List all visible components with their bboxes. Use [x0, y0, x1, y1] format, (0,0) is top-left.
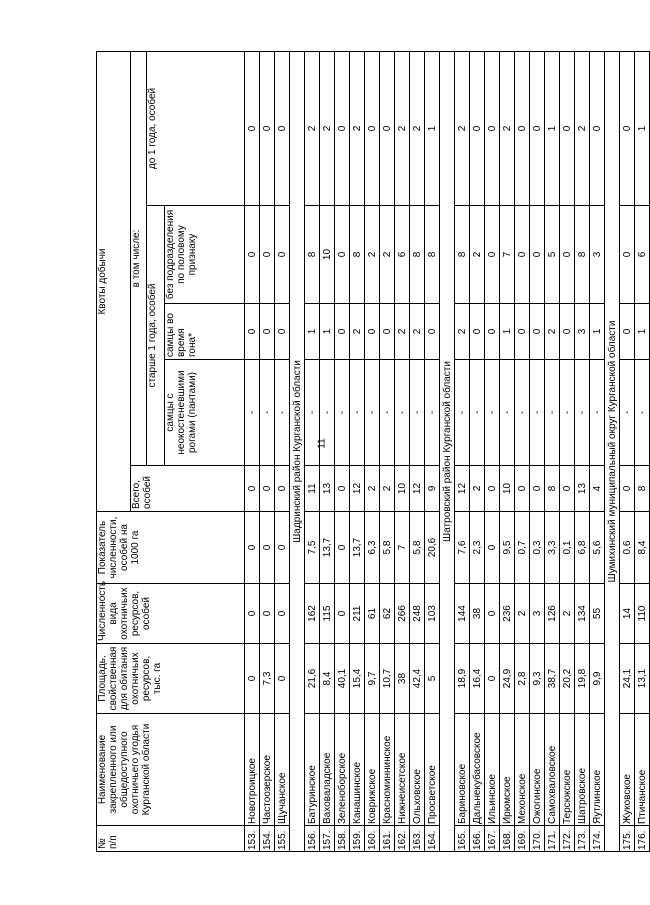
district-row: [290, 51, 305, 851]
table-row: [305, 51, 320, 851]
table-cell: 1: [500, 304, 515, 360]
table-cell: 38: [470, 584, 485, 644]
table-cell: 2: [395, 304, 410, 360]
table-cell: -: [245, 360, 260, 466]
table-cell: 2: [380, 206, 395, 304]
table-cell: 14: [620, 584, 635, 644]
table-row: [620, 51, 635, 851]
table-cell: 160.: [365, 826, 380, 852]
table-cell: 211: [350, 584, 365, 644]
table-cell: 0: [560, 206, 575, 304]
table-cell: 0: [515, 466, 530, 512]
table-cell: -: [335, 360, 350, 466]
table-cell: 2: [305, 51, 320, 205]
table-cell: 24,9: [500, 644, 515, 714]
table-cell: 0: [275, 644, 290, 714]
table-cell: 5,6: [590, 512, 605, 584]
table-cell: 20,6: [425, 512, 440, 584]
table-cell: 2: [365, 466, 380, 512]
table-cell: 0: [380, 51, 395, 205]
table-cell: Ильинское: [485, 714, 500, 826]
table-cell: Коврижское: [365, 714, 380, 826]
table-row: [260, 51, 275, 851]
table-cell: 10: [395, 466, 410, 512]
table-row: [410, 51, 425, 851]
table-cell: 9,3: [530, 644, 545, 714]
table-cell: 0: [485, 466, 500, 512]
table-cell: 3: [590, 206, 605, 304]
table-cell: -: [470, 360, 485, 466]
table-cell: 12: [350, 466, 365, 512]
table-cell: Бариновское: [455, 714, 470, 826]
table-cell: Мехонское: [515, 714, 530, 826]
table-cell: 0: [275, 466, 290, 512]
table-cell: 2: [365, 206, 380, 304]
table-cell: 0: [485, 304, 500, 360]
header-quota: Квоты добычи: [97, 51, 131, 511]
table-cell: Батуринское: [305, 714, 320, 826]
table-cell: -: [275, 360, 290, 466]
table-cell: 0: [620, 206, 635, 304]
table-cell: Терсюкское: [560, 714, 575, 826]
table-cell: -: [260, 360, 275, 466]
table-cell: 10: [500, 466, 515, 512]
table-cell: 0: [245, 512, 260, 584]
table-cell: 13: [320, 466, 335, 512]
table-cell: 7: [395, 512, 410, 584]
table-cell: 2: [560, 584, 575, 644]
table-cell: 2: [455, 304, 470, 360]
table-cell: 167.: [485, 826, 500, 852]
table-cell: 5,8: [410, 512, 425, 584]
table-cell: 161.: [380, 826, 395, 852]
table-cell: -: [500, 360, 515, 466]
table-cell: 0: [530, 206, 545, 304]
table-cell: 0: [260, 304, 275, 360]
table-cell: 1: [635, 304, 650, 360]
table-row: [575, 51, 590, 851]
table-cell: 9: [425, 466, 440, 512]
header-older: старше 1 года, особей: [147, 206, 165, 466]
table-cell: -: [350, 360, 365, 466]
table-cell: -: [575, 360, 590, 466]
table-cell: 38: [395, 644, 410, 714]
table-cell: Канашинское: [350, 714, 365, 826]
table-cell: 9,7: [365, 644, 380, 714]
table-cell: 162: [305, 584, 320, 644]
table-cell: 8: [635, 466, 650, 512]
table-cell: 10: [320, 206, 335, 304]
table-cell: 61: [365, 584, 380, 644]
table-cell: 0: [485, 644, 500, 714]
table-cell: 165.: [455, 826, 470, 852]
table-cell: 2: [380, 466, 395, 512]
table-cell: 0,6: [620, 512, 635, 584]
table-cell: 42,4: [410, 644, 425, 714]
header-rut: самцы во время гона*: [165, 304, 245, 360]
table-cell: 3: [575, 304, 590, 360]
table-cell: 0,7: [515, 512, 530, 584]
table-cell: 126: [545, 584, 560, 644]
table-cell: 6: [635, 206, 650, 304]
table-cell: 6,3: [365, 512, 380, 584]
table-cell: Ольховское: [410, 714, 425, 826]
table-cell: 0: [335, 584, 350, 644]
table-cell: -: [305, 360, 320, 466]
table-cell: 169.: [515, 826, 530, 852]
district-title: Шадринский район Курганской области: [290, 51, 305, 851]
header-area: Площадь, свойственная для обитания охотничьих ресурсов, тыс. га: [97, 644, 245, 714]
table-cell: 2: [410, 51, 425, 205]
table-cell: 8: [425, 206, 440, 304]
table-cell: 168.: [500, 826, 515, 852]
table-cell: 0: [260, 206, 275, 304]
table-cell: 5,8: [380, 512, 395, 584]
table-cell: 1: [545, 51, 560, 205]
table-cell: 173.: [575, 826, 590, 852]
table-cell: 2: [395, 51, 410, 205]
table-cell: 0: [560, 51, 575, 205]
table-cell: 2: [470, 206, 485, 304]
table-cell: 103: [425, 584, 440, 644]
table-cell: 154.: [260, 826, 275, 852]
table-cell: 1: [425, 51, 440, 205]
table-cell: 0: [530, 51, 545, 205]
table-cell: 0: [515, 51, 530, 205]
table-cell: 0: [485, 584, 500, 644]
table-cell: 0: [260, 466, 275, 512]
table-cell: 0: [245, 51, 260, 205]
table-cell: 8: [545, 466, 560, 512]
table-cell: Ирюмское: [500, 714, 515, 826]
table-cell: 144: [455, 584, 470, 644]
table-cell: 18,9: [455, 644, 470, 714]
table-cell: 155.: [275, 826, 290, 852]
table-cell: 110: [635, 584, 650, 644]
table-cell: -: [485, 360, 500, 466]
table-cell: 2: [515, 584, 530, 644]
table-cell: 3: [530, 584, 545, 644]
table-row: [395, 51, 410, 851]
table-cell: 6,8: [575, 512, 590, 584]
table-cell: 5: [545, 206, 560, 304]
table-cell: -: [620, 360, 635, 466]
table-cell: -: [560, 360, 575, 466]
table-cell: 12: [410, 466, 425, 512]
table-cell: 7: [500, 206, 515, 304]
table-cell: 164.: [425, 826, 440, 852]
table-cell: 0: [335, 466, 350, 512]
table-cell: Новотроицкое: [245, 714, 260, 826]
table-cell: Дальнекубасовское: [470, 714, 485, 826]
table-cell: 2: [470, 466, 485, 512]
district-title: Шумихинский муниципальный округ Курганской области: [605, 51, 620, 851]
table-cell: 10,7: [380, 644, 395, 714]
table-cell: 8: [350, 206, 365, 304]
table-cell: 0,3: [530, 512, 545, 584]
table-cell: 159.: [350, 826, 365, 852]
table-row: [455, 51, 470, 851]
table-cell: 13,7: [320, 512, 335, 584]
table-cell: 2,3: [470, 512, 485, 584]
table-cell: 13,7: [350, 512, 365, 584]
table-cell: 0: [620, 466, 635, 512]
table-cell: -: [590, 360, 605, 466]
header-including: в том числе:: [131, 51, 147, 465]
table-cell: 176.: [635, 826, 650, 852]
table-cell: Яутлинское: [590, 714, 605, 826]
table-cell: 0: [470, 51, 485, 205]
rotated-table-container: [96, 52, 648, 852]
table-cell: 0: [485, 512, 500, 584]
table-row: [560, 51, 575, 851]
table-row: [335, 51, 350, 851]
table-cell: 158.: [335, 826, 350, 852]
table-cell: Красноминнинское: [380, 714, 395, 826]
table-cell: Зеленоборское: [335, 714, 350, 826]
header-total: Всего, особей: [131, 466, 245, 512]
table-cell: 0: [365, 304, 380, 360]
table-cell: 0: [590, 51, 605, 205]
table-cell: 153.: [245, 826, 260, 852]
table-cell: 236: [500, 584, 515, 644]
table-cell: 0: [485, 51, 500, 205]
table-cell: 13,1: [635, 644, 650, 714]
table-cell: 7,6: [455, 512, 470, 584]
table-cell: 171.: [545, 826, 560, 852]
table-cell: Жуковское: [620, 714, 635, 826]
table-cell: -: [545, 360, 560, 466]
table-cell: 0: [245, 304, 260, 360]
table-cell: 9,9: [590, 644, 605, 714]
table-row: [320, 51, 335, 851]
table-cell: 0: [560, 304, 575, 360]
table-cell: 38,7: [545, 644, 560, 714]
table-cell: Шатровское: [575, 714, 590, 826]
table-cell: 2: [320, 51, 335, 205]
table-cell: Частоозерское: [260, 714, 275, 826]
table-cell: 7,5: [305, 512, 320, 584]
table-cell: 0: [275, 206, 290, 304]
header-nosex: без подразделения по половому признаку: [165, 206, 245, 304]
table-cell: 115: [320, 584, 335, 644]
table-cell: 1: [590, 304, 605, 360]
table-row: [590, 51, 605, 851]
table-cell: 0: [530, 304, 545, 360]
table-cell: Ожогинское: [530, 714, 545, 826]
table-cell: 2: [350, 51, 365, 205]
table-row: [380, 51, 395, 851]
table-cell: 2: [455, 51, 470, 205]
table-cell: 62: [380, 584, 395, 644]
table-cell: Просветское: [425, 714, 440, 826]
table-cell: -: [365, 360, 380, 466]
table-cell: -: [395, 360, 410, 466]
table-cell: 3,3: [545, 512, 560, 584]
header-name: Наименование закрепленного или общедоступного охотничьего угодья Курганской области: [97, 714, 245, 826]
table-cell: 0: [275, 304, 290, 360]
table-row: [500, 51, 515, 851]
table-cell: 1: [320, 304, 335, 360]
table-cell: 174.: [590, 826, 605, 852]
table-cell: -: [425, 360, 440, 466]
table-cell: 0: [245, 466, 260, 512]
table-cell: 6: [395, 206, 410, 304]
table-cell: 8,4: [635, 512, 650, 584]
table-row: [485, 51, 500, 851]
table-row: [635, 51, 650, 851]
table-cell: Нижнеисетское: [395, 714, 410, 826]
table-cell: 0: [335, 512, 350, 584]
table-cell: 0: [335, 304, 350, 360]
table-cell: 0,1: [560, 512, 575, 584]
table-cell: 40,1: [335, 644, 350, 714]
table-cell: 4: [590, 466, 605, 512]
header-antlers: самцы с неокостеневшими рогами (пантами): [165, 360, 245, 466]
table-cell: 0: [245, 206, 260, 304]
table-cell: 163.: [410, 826, 425, 852]
table-cell: 0: [245, 584, 260, 644]
table-cell: 2,8: [515, 644, 530, 714]
table-row: [245, 51, 260, 851]
table-cell: -: [455, 360, 470, 466]
table-body: [245, 51, 650, 851]
table-row: [515, 51, 530, 851]
table-cell: 0: [275, 584, 290, 644]
table-cell: Щучанское: [275, 714, 290, 826]
table-cell: 0: [620, 51, 635, 205]
table-cell: 15,4: [350, 644, 365, 714]
table-cell: 172.: [560, 826, 575, 852]
quota-table: [96, 51, 650, 852]
table-cell: 0: [515, 304, 530, 360]
table-cell: -: [635, 360, 650, 466]
table-cell: -: [410, 360, 425, 466]
table-row: [470, 51, 485, 851]
table-cell: 8: [575, 206, 590, 304]
table-cell: 1: [635, 51, 650, 205]
header-num: № п/п: [97, 826, 245, 852]
table-cell: 0: [365, 51, 380, 205]
table-cell: 19,8: [575, 644, 590, 714]
table-cell: 1: [305, 304, 320, 360]
table-cell: 0: [620, 304, 635, 360]
table-row: [365, 51, 380, 851]
table-cell: 11: [305, 466, 320, 512]
table-cell: 157.: [320, 826, 335, 852]
table-cell: 162.: [395, 826, 410, 852]
header-under1: до 1 года, особей: [147, 51, 245, 205]
table-cell: 0: [560, 466, 575, 512]
table-cell: 266: [395, 584, 410, 644]
table-cell: 13: [575, 466, 590, 512]
table-row: [530, 51, 545, 851]
table-cell: 248: [410, 584, 425, 644]
table-cell: 20,2: [560, 644, 575, 714]
table-cell: 0: [380, 304, 395, 360]
table-cell: 0: [530, 466, 545, 512]
table-cell: 134: [575, 584, 590, 644]
table-cell: 8: [410, 206, 425, 304]
page-number: 11: [316, 438, 328, 449]
table-cell: 0: [425, 304, 440, 360]
table-cell: -: [515, 360, 530, 466]
table-cell: -: [530, 360, 545, 466]
table-cell: 0: [335, 51, 350, 205]
table-cell: -: [320, 360, 335, 466]
table-row: [425, 51, 440, 851]
table-cell: 156.: [305, 826, 320, 852]
table-cell: Птичанское: [635, 714, 650, 826]
table-cell: 0: [515, 206, 530, 304]
table-cell: Самохваловское: [545, 714, 560, 826]
table-cell: 2: [410, 304, 425, 360]
table-cell: 2: [500, 51, 515, 205]
header-density: Показатель численности, особей на 1000 га: [97, 512, 245, 584]
table-cell: 175.: [620, 826, 635, 852]
table-header: [97, 51, 245, 851]
table-cell: 12: [455, 466, 470, 512]
table-cell: 0: [260, 584, 275, 644]
table-row: [275, 51, 290, 851]
table-cell: 170.: [530, 826, 545, 852]
table-cell: 0: [260, 512, 275, 584]
table-cell: 0: [485, 206, 500, 304]
table-cell: 0: [275, 512, 290, 584]
table-cell: 0: [275, 51, 290, 205]
table-cell: 24,1: [620, 644, 635, 714]
table-cell: 16,4: [470, 644, 485, 714]
table-cell: 2: [575, 51, 590, 205]
table-cell: 2: [350, 304, 365, 360]
table-cell: 9,5: [500, 512, 515, 584]
table-cell: 21,6: [305, 644, 320, 714]
table-cell: -: [380, 360, 395, 466]
table-cell: 0: [335, 206, 350, 304]
table-cell: 166.: [470, 826, 485, 852]
district-row: [440, 51, 455, 851]
table-row: [350, 51, 365, 851]
table-cell: 8: [305, 206, 320, 304]
table-cell: 5: [425, 644, 440, 714]
table-cell: 0: [245, 644, 260, 714]
header-population: Численность вида охотничьих ресурсов, особей: [97, 584, 245, 644]
table-cell: 7,3: [260, 644, 275, 714]
table-cell: 2: [545, 304, 560, 360]
district-row: [605, 51, 620, 851]
table-cell: 8,4: [320, 644, 335, 714]
table-row: [545, 51, 560, 851]
table-cell: 8: [455, 206, 470, 304]
table-cell: 0: [260, 51, 275, 205]
table-cell: 55: [590, 584, 605, 644]
district-title: Шатровский район Курганской области: [440, 51, 455, 851]
table-cell: 0: [470, 304, 485, 360]
table-cell: Ваховаладское: [320, 714, 335, 826]
